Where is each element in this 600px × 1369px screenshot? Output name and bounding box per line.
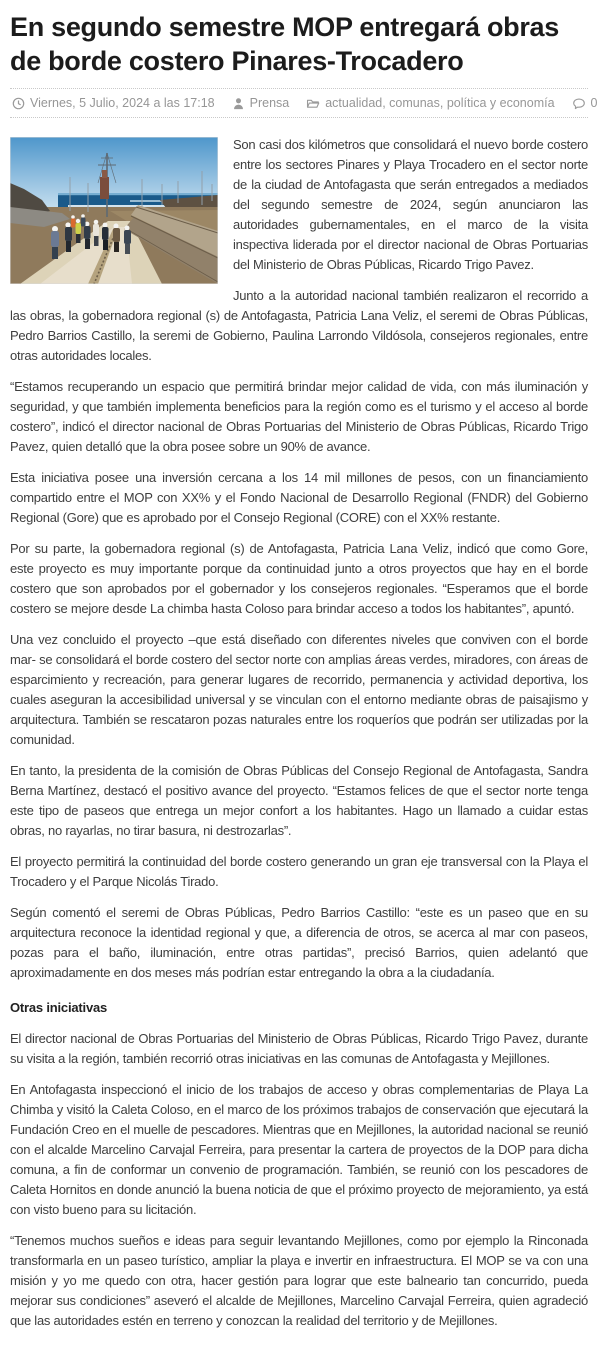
meta-author[interactable]: Prensa [232,96,290,110]
article-meta-row [10,88,598,118]
paragraph: El proyecto permitirá la continuidad del borde costero generando un gran eje transversal con la Playa el Trocadero y el Parque Nicolás Tirado. [10,854,588,889]
subheading-otras-iniciativas: Otras iniciativas [10,1000,108,1015]
paragraph: “Tenemos muchos sueños e ideas para seguir levantando Mejillones, como por ejemplo la Rinconada transformarla en un paseo turístico, ampliar la playa e invertir en infraestructura. El MOP se va con una misión y yo me quedo con otra, hacer gestión para lograr que este balneario tan concurrido, pueda mejorar sus condiciones” aseveró el alcalde de Mejillones, Marcelino Carvajal Ferreira, quien agradeció que las autoridades estén en terreno y conozcan la realidad del territorio y de Mejillones. [10,1233,588,1328]
paragraph: En tanto, la presidenta de la comisión de Obras Públicas del Consejo Regional de Antofagasta, Sandra Berna Martínez, destacó el positivo avance del proyecto. “Estamos felices de que el sector norte tenga este tipo de paseos que entrega un mejor confort a los habitantes. Hago un llamado a cuidar estas obras, no rayarlas, no tirar basura, ni destrozarlas”. [10,763,588,838]
paragraph: Una vez concluido el proyecto –que está diseñado con diferentes niveles que conviven con el borde mar- se consolidará el borde costero del sector norte con amplias áreas verdes, miradores, con áreas de esparcimiento y recreación, para generar lugares de recorrido, permanencia y actividad deportiva, los cuales aseguran la accesibilidad universal y se vinculan con el entorno mediante obras de paisajismo y arquitectura. También se rescataron pozas naturales entre los roqueríos que podrán ser utilizadas por la comunidad. [10,632,588,747]
clock-icon [12,97,25,110]
paragraph: “Estamos recuperando un espacio que permitirá brindar mejor calidad de vida, con más iluminación y seguridad, y que también implementa beneficios para la región como es el turismo y el acceso al borde costero”, indicó el director nacional de Obras Portuarias del Ministerio de Obras Públicas, Ricardo Trigo Pavez, quien detalló que la obra posee sobre un 90% de avance. [10,379,588,454]
page-title: En segundo semestre MOP entregará obras de borde costero Pinares-Trocadero [10,12,559,76]
article-body [10,135,588,1331]
meta-date: Viernes, 5 Julio, 2024 a las 17:18 [12,96,215,110]
paragraph: El director nacional de Obras Portuarias del Ministerio de Obras Públicas, Ricardo Trigo Pavez, durante su visita a la región, también recorrió otras iniciativas en las comunas de Antofagasta y Mejillones. [10,1031,588,1066]
comment-bubble-icon [572,97,586,110]
meta-categories[interactable]: actualidad, comunas, política y economía [306,96,554,110]
paragraph: Junto a la autoridad nacional también realizaron el recorrido a las obras, la gobernadora regional (s) de Antofagasta, Patricia Lana Veliz, el seremi de Obras Públicas, Pedro Barrios Castillo, la seremi de Gobierno, Paulina Larrondo Vildósola, consejeros regionales, entre otras autoridades locales. [10,288,588,363]
article-photo [10,137,218,284]
meta-comments[interactable] [572,96,598,110]
paragraph: Por su parte, la gobernadora regional (s) de Antofagasta, Patricia Lana Veliz, indicó que como Gore, este proyecto es muy importante porque da continuidad junto a otros proyectos que hay en el borde costero que son aprobados por el gobernador y los consejeros regionales. “Esperamos que el borde costero se mejore desde La chimba hasta Coloso para brindar acceso a todos los habitantes”, apuntó. [10,541,588,616]
comment-count: 0 [590,96,598,110]
paragraph: Según comentó el seremi de Obras Públicas, Pedro Barrios Castillo: “este es un paseo que en su arquitectura reconoce la identidad regional y que, a diferencia de otros, se acerca al mar con paseos, pozas para el baño, iluminación, entre otras partidas”, precisó Barrios, quien adelantó que aproximadamente en dos meses más podrían estar entregando la obra a la ciudadanía. [10,905,588,980]
paragraph: En Antofagasta inspeccionó el inicio de los trabajos de acceso y obras complementarias de Playa La Chimba y visitó la Caleta Coloso, en el marco de los próximos trabajos de conservación que ejecutará la Fundación Creo en el muelle de pescadores. Mientras que en Mejillones, la autoridad nacional se reunió con el alcalde Marcelino Carvajal Ferreira, para presentar la cartera de proyectos de la DOP para dicha comuna, a fin de conformar un convenio de programación. También, se reunió con los pescadores de Caleta Hornitos en donde anunció la buena noticia de que el próximo proyecto de mejoramiento, ya está con visto bueno para su licitación. [10,1082,588,1217]
folder-icon [306,97,320,110]
person-icon [232,97,245,110]
paragraph: Esta iniciativa posee una inversión cercana a los 14 mil millones de pesos, con un financiamiento compartido entre el MOP con XX% y el Fondo Nacional de Desarrollo Regional (FNDR) del Gobierno Regional (Gore) que es aprobado por el Consejo Regional (CORE) con el XX% restante. [10,470,588,525]
paragraph: Son casi dos kilómetros que consolidará el nuevo borde costero entre los sectores Pinares y Playa Trocadero en el sector norte de la ciudad de Antofagasta que serán entregados a mediados del segundo semestre de 2024, según anunciaron las autoridades gubernamentales, en el marco de la visita inspectiva liderada por el director nacional de Obras Portuarias del Ministerio de Obras Públicas, Ricardo Trigo Pavez. [233,137,588,272]
